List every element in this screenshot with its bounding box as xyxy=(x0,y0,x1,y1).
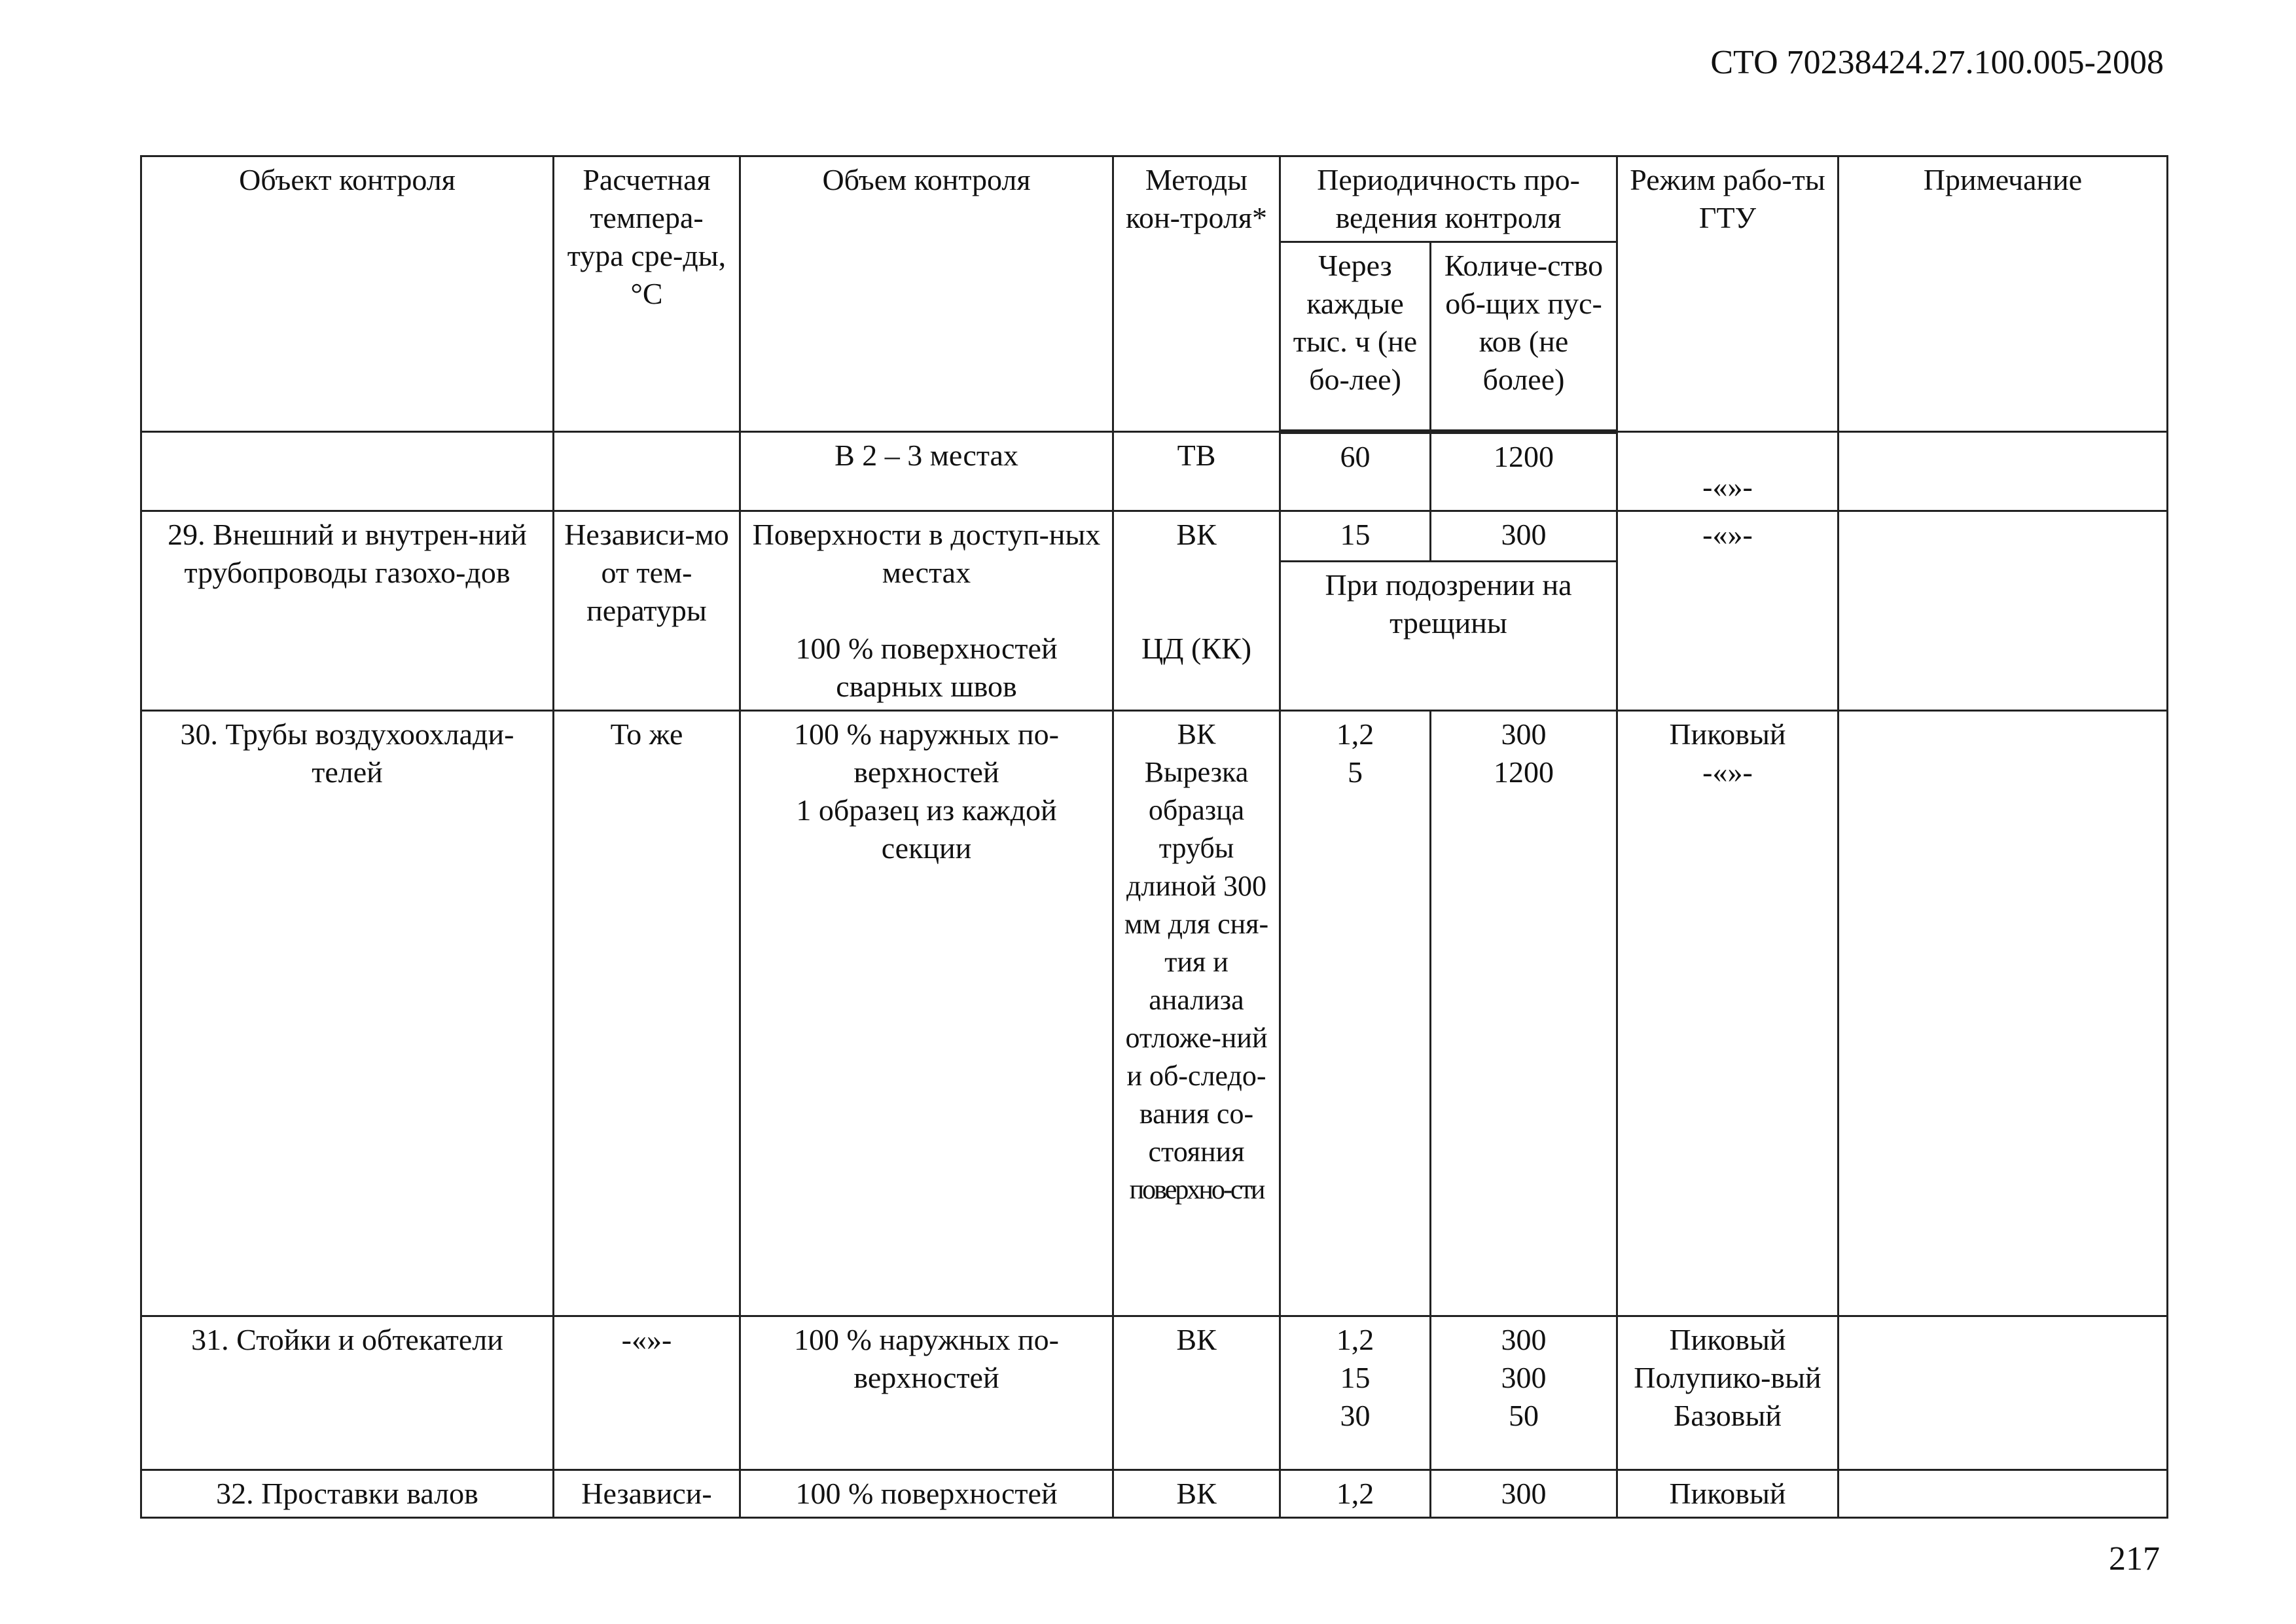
volume-line: Поверхности в доступ-ных местах xyxy=(752,518,1101,589)
cell-starts xyxy=(1431,711,1617,1316)
cell-mode xyxy=(1617,1316,1839,1470)
cell-temperature: Независи- xyxy=(554,1470,740,1518)
cell-hours xyxy=(1280,1316,1431,1470)
method-line: поверхно-сти xyxy=(1129,1175,1264,1205)
cell-mode: -«»- xyxy=(1617,432,1839,511)
header-mode: Режим рабо-ты ГТУ xyxy=(1617,156,1839,432)
page-number: 217 xyxy=(2109,1540,2160,1578)
header-object: Объект контроля xyxy=(141,156,554,432)
table-row xyxy=(141,511,2168,562)
cell-starts: 300 xyxy=(1431,1470,1617,1518)
mode-value: Пиковый xyxy=(1669,717,1786,751)
cell-note xyxy=(1839,432,2168,511)
cell-starts: 1200 xyxy=(1431,432,1617,511)
method-line: Вырезка образца трубы длиной 300 мм для сня-тия и анализа отложе-ний и об-следо-вания со-стояния xyxy=(1124,756,1269,1168)
volume-line: 100 % поверхностей сварных швов xyxy=(795,632,1058,703)
cell-hours xyxy=(1280,711,1431,1316)
header-period-starts: Количе-ство об-щих пус-ков (не более) xyxy=(1431,242,1617,432)
cell-method: ВК xyxy=(1113,1470,1280,1518)
volume-line: 1 образец из каждой секции xyxy=(796,793,1057,865)
cell-starts: 300 xyxy=(1431,511,1617,562)
cell-period-note: При подозрении на трещины xyxy=(1280,562,1617,711)
cell-note xyxy=(1839,511,2168,711)
cell-volume xyxy=(740,711,1113,1316)
table-row xyxy=(141,1316,2168,1470)
hours-value: 15 xyxy=(1340,1361,1371,1394)
cell-temperature xyxy=(554,432,740,511)
cell-method xyxy=(1113,711,1280,1316)
cell-method: ВК xyxy=(1113,1316,1280,1470)
starts-value: 50 xyxy=(1509,1399,1539,1432)
cell-mode xyxy=(1617,711,1839,1316)
cell-volume: 100 % поверхностей xyxy=(740,1470,1113,1518)
starts-value: 300 xyxy=(1501,717,1547,751)
cell-hours: 15 xyxy=(1280,511,1431,562)
header-volume: Объем контроля xyxy=(740,156,1113,432)
table-header xyxy=(141,156,2168,432)
cell-note xyxy=(1839,1316,2168,1470)
header-periodicity: Периодичность про-ведения контроля xyxy=(1280,156,1617,242)
cell-volume: 100 % наружных по-верхностей xyxy=(740,1316,1113,1470)
cell-temperature: То же xyxy=(554,711,740,1316)
cell-object: 30. Трубы воздухоохлади-телей xyxy=(141,711,554,1316)
starts-value: 300 xyxy=(1501,1361,1547,1394)
cell-starts xyxy=(1431,1316,1617,1470)
header-methods: Методы кон-троля* xyxy=(1113,156,1280,432)
starts-value: 1200 xyxy=(1494,755,1554,789)
control-table xyxy=(140,155,2168,1519)
hours-value: 5 xyxy=(1348,755,1363,789)
header-temperature: Расчетная темпера-тура сре-ды, °С xyxy=(554,156,740,432)
method-line: ЦД (КК) xyxy=(1141,632,1252,665)
mode-value: Базовый xyxy=(1674,1399,1782,1432)
volume-line: 100 % наружных по-верхностей xyxy=(794,717,1059,789)
cell-method: ТВ xyxy=(1113,432,1280,511)
table-row xyxy=(141,432,2168,511)
mode-value: Пиковый xyxy=(1669,1323,1786,1356)
method-line: ВК xyxy=(1176,518,1217,551)
hours-value: 30 xyxy=(1340,1399,1371,1432)
method-line: ВК xyxy=(1177,718,1216,750)
hours-value: 1,2 xyxy=(1336,717,1374,751)
cell-temperature: Независи-мо от тем-пературы xyxy=(554,511,740,711)
cell-object: 29. Внешний и внутрен-ний трубопроводы газохо-дов xyxy=(141,511,554,711)
hours-value: 1,2 xyxy=(1336,1323,1374,1356)
cell-object: 32. Проставки валов xyxy=(141,1470,554,1518)
cell-object xyxy=(141,432,554,511)
cell-method xyxy=(1113,511,1280,711)
table-row xyxy=(141,711,2168,1316)
starts-value: 300 xyxy=(1501,1323,1547,1356)
cell-hours: 1,2 xyxy=(1280,1470,1431,1518)
cell-hours: 60 xyxy=(1280,432,1431,511)
header-note: Примечание xyxy=(1839,156,2168,432)
cell-note xyxy=(1839,1470,2168,1518)
header-period-hours: Через каждые тыс. ч (не бо-лее) xyxy=(1280,242,1431,432)
cell-note xyxy=(1839,711,2168,1316)
document-code: СТО 70238424.27.100.005-2008 xyxy=(1710,44,2164,81)
mode-value: Полупико-вый xyxy=(1634,1361,1821,1394)
cell-volume xyxy=(740,511,1113,711)
mode-value: -«»- xyxy=(1702,755,1753,789)
cell-volume: В 2 – 3 местах xyxy=(740,432,1113,511)
cell-mode: -«»- xyxy=(1617,511,1839,711)
cell-temperature: -«»- xyxy=(554,1316,740,1470)
cell-object: 31. Стойки и обтекатели xyxy=(141,1316,554,1470)
cell-mode: Пиковый xyxy=(1617,1470,1839,1518)
table-row xyxy=(141,1470,2168,1518)
